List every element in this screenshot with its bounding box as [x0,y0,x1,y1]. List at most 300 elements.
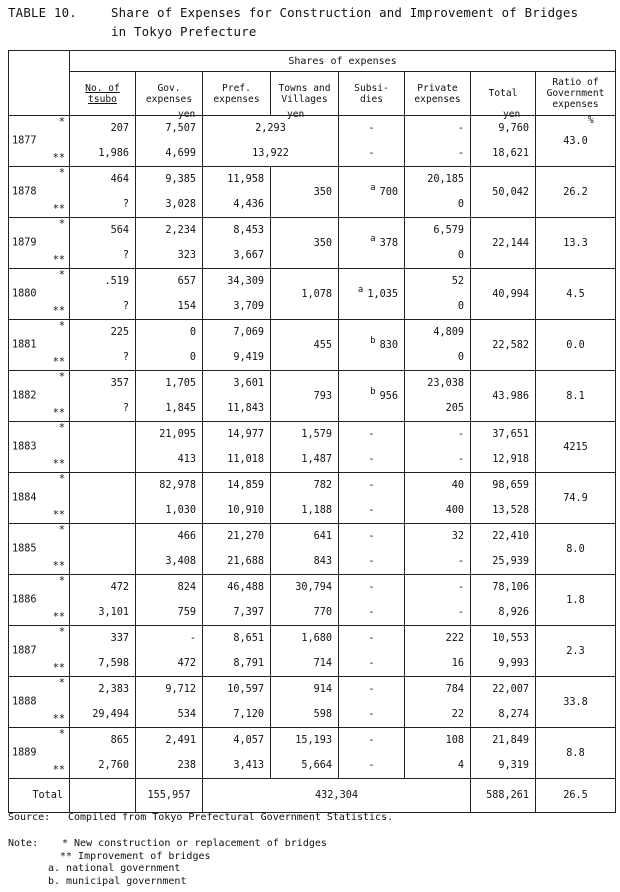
pref-cell-value: 7,120 [233,709,264,720]
pref-cell [203,371,271,422]
tsubo-header: No. of tsubo [70,72,136,116]
ratio-value: 43.0 [563,135,588,147]
unit-label: yen [178,109,196,120]
private-cell-value: 6,579 [433,225,464,236]
marker-improve: ** [52,408,65,419]
private-cell-value: - [457,148,464,159]
gov-cell-value: 323 [177,250,196,261]
ratio-cell [536,167,616,218]
private-cell-value: 16 [451,658,464,669]
total-cell-value: 10,553 [492,633,529,644]
total-header: Total [471,72,536,116]
total-cell-value: 18,621 [492,148,529,159]
gov-cell-value: 472 [177,658,196,669]
gov-cell-value: 534 [177,709,196,720]
private-cell [405,677,471,728]
towns-cell-value: 1,579 [301,429,332,440]
pref-cell-value: 8,651 [233,633,264,644]
year-cell [9,320,70,371]
marker-new: * [58,729,65,740]
total-cell: 50,042 [471,167,536,218]
total-cell: 43.986 [471,371,536,422]
total-cell [471,524,536,575]
ratio-value: 1.8 [566,594,585,606]
towns-cell-value: 1,680 [301,633,332,644]
towns-cell-value: 843 [313,556,332,567]
private-cell [405,422,471,473]
pref-cell-value: 11,018 [227,454,264,465]
pref-cell-value: 4,436 [233,199,264,210]
pref-cell [203,269,271,320]
tsubo-cell [70,116,136,167]
tsubo-cell-value: 207 [110,123,129,134]
pref-towns-cell-value: 2,293 [255,123,286,134]
ratio-cell [536,320,616,371]
private-cell-value: 784 [445,684,464,695]
table-row [9,677,616,728]
subsidies-cell-value: - [368,735,375,746]
total-cell-value: 13,528 [492,505,529,516]
year-cell [9,473,70,524]
subsidies-cell [339,626,405,677]
year-cell [9,422,70,473]
marker-new: * [58,321,65,332]
subsidy-source-mark: b [370,335,376,346]
table-row [9,422,616,473]
marker-new: * [58,372,65,383]
unit-label: yen [503,109,521,120]
private-cell-value: 222 [445,633,464,644]
total-cell-value: 12,918 [492,454,529,465]
private-cell [405,371,471,422]
total-cell-value: 98,659 [492,480,529,491]
year-cell [9,167,70,218]
tsubo-cell-value: ? [122,250,129,261]
marker-new: * [58,270,65,281]
gov-cell-value: 3,028 [165,199,196,210]
table-row [9,473,616,524]
ratio-value: 8.8 [566,747,585,759]
year-label: 1884 [12,492,37,504]
tsubo-cell-value: 2,760 [98,760,129,771]
pref-cell [203,422,271,473]
gov-cell-value: 2,234 [165,225,196,236]
tsubo-cell [70,422,136,473]
private-header: Private expenses [405,72,471,116]
year-cell [9,524,70,575]
gov-cell-value: 3,408 [165,556,196,567]
year-cell [9,269,70,320]
towns-cell-value: 15,193 [295,735,332,746]
towns-cell [271,677,339,728]
pref-cell-value: 9,419 [233,352,264,363]
towns-cell-value: 598 [313,709,332,720]
marker-improve: ** [52,255,65,266]
tsubo-cell-value: ? [122,301,129,312]
note-label: Note: [8,838,39,849]
table-row [9,371,616,422]
tsubo-cell [70,269,136,320]
empty-cell [70,779,136,813]
tsubo-cell-value: 464 [110,174,129,185]
pref-cell-value: 3,667 [233,250,264,261]
year-label: 1882 [12,390,37,402]
table-row [9,320,616,371]
total-cell [471,728,536,779]
private-cell-value: 20,185 [427,174,464,185]
ratio-cell [536,524,616,575]
ratio-cell [536,677,616,728]
subsidies-cell-value: - [368,709,375,720]
ratio-value: 0.0 [566,339,585,351]
tsubo-cell-value: 337 [110,633,129,644]
pref-cell-value: 21,688 [227,556,264,567]
year-header [9,51,70,116]
marker-improve: ** [52,561,65,572]
private-cell [405,473,471,524]
towns-cell-value: 782 [313,480,332,491]
marker-new: * [58,576,65,587]
unit-label: % [588,114,594,126]
pref-cell [203,524,271,575]
notes [8,838,618,888]
gov-cell-value: 1,845 [165,403,196,414]
gov-cell [136,320,203,371]
gov-cell-value: 238 [177,760,196,771]
pref-cell-value: 8,453 [233,225,264,236]
marker-new: * [58,525,65,536]
subsidies-cell [339,218,405,269]
year-cell [9,371,70,422]
note-item: b. municipal government [48,875,187,887]
table-row [9,167,616,218]
total-cell-value: 78,106 [492,582,529,593]
year-label: 1889 [12,747,37,759]
ratio-cell [536,728,616,779]
total-cell [471,109,536,167]
title-line-1: Share of Expenses for Construction and Improvement of Bridges [111,5,579,20]
tsubo-cell [70,728,136,779]
ratio-value: 8.0 [566,543,585,555]
towns-cell: 793 [271,371,339,422]
year-label: 1888 [12,696,37,708]
table-title [8,3,618,41]
year-cell [9,626,70,677]
private-cell-value: 4 [457,760,464,771]
gov-cell-value: 4,699 [165,148,196,159]
towns-cell-value: 1,487 [301,454,332,465]
year-label: 1880 [12,288,37,300]
gov-cell-value: 657 [177,276,196,287]
pref-cell [203,473,271,524]
private-cell-value: - [457,429,464,440]
subsidies-cell-value: - [368,582,375,593]
subsidy-source-mark: a [357,284,364,295]
towns-cell [271,473,339,524]
total-cell [471,575,536,626]
pref-cell [203,677,271,728]
total-gov: 155,957 [136,779,203,813]
pref-cell-value: 21,270 [227,531,264,542]
total-cell-value: 9,760 [498,123,529,134]
tsubo-cell-value: ? [122,352,129,363]
table-row [9,218,616,269]
private-cell-value: 40 [451,480,464,491]
private-cell [405,626,471,677]
towns-cell-value: 914 [313,684,332,695]
marker-new: * [58,423,65,434]
tsubo-cell-value: 2,383 [98,684,129,695]
pref-cell-value: 3,413 [233,760,264,771]
unit-label: yen [287,109,305,120]
pref-cell [203,728,271,779]
gov-cell-value: - [189,633,196,644]
pref-cell-value: 3,709 [233,301,264,312]
private-cell-value: - [457,123,464,134]
table-row [9,269,616,320]
towns-cell-value: 30,794 [295,582,332,593]
gov-cell [136,575,203,626]
table-row [9,626,616,677]
towns-cell-value: 1,188 [301,505,332,516]
towns-cell: 350 [271,167,339,218]
private-cell [405,728,471,779]
pref-cell [203,575,271,626]
pref-cell-value: 7,397 [233,607,264,618]
marker-new: * [58,168,65,179]
subsidy-source-mark: a [370,182,376,193]
ratio-value: 74.9 [563,492,588,504]
towns-cell-value: 5,664 [301,760,332,771]
private-cell-value: 0 [457,199,464,210]
year-label: 1879 [12,237,37,249]
total-cell [471,473,536,524]
source-note [8,812,618,825]
subsidies-cell-value: - [368,607,375,618]
note-item: ** Improvement of bridges [60,850,211,862]
gov-cell-value: 82,978 [159,480,196,491]
total-cell-value: 22,410 [492,531,529,542]
tsubo-cell [70,218,136,269]
table-row [9,728,616,779]
private-cell-value: 205 [445,403,464,414]
private-cell-value: 108 [445,735,464,746]
total-cell-value: 8,926 [498,607,529,618]
year-label: 1886 [12,594,37,606]
tsubo-cell-value: 564 [110,225,129,236]
gov-cell [136,218,203,269]
ratio-cell [536,422,616,473]
gov-cell-value: 413 [177,454,196,465]
private-cell-value: 0 [457,301,464,312]
subsidies-cell-value: - [368,658,375,669]
tsubo-cell-value: ? [122,403,129,414]
subsidy-source-mark: b [370,386,376,397]
subsidies-cell [339,269,405,320]
subsidies-cell [339,422,405,473]
year-label: 1881 [12,339,37,351]
pref-cell-value: 10,910 [227,505,264,516]
source-text: Compiled from Tokyo Prefectural Government Statistics. [68,812,394,823]
pref-cell-value: 4,057 [233,735,264,746]
gov-cell [136,167,203,218]
marker-improve: ** [52,357,65,368]
private-cell-value: 22 [451,709,464,720]
ratio-value: 33.8 [563,696,588,708]
total-others: 432,304 [203,779,471,813]
tsubo-cell [70,473,136,524]
tsubo-cell-value: 7,598 [98,658,129,669]
gov-cell-value: 21,095 [159,429,196,440]
subsidies-cell-value: - [368,531,375,542]
private-cell [405,575,471,626]
tsubo-cell [70,371,136,422]
subsidies-cell-value: - [368,760,375,771]
marker-improve: ** [52,765,65,776]
gov-cell-value: 1,030 [165,505,196,516]
marker-improve: ** [52,306,65,317]
pref-cell-value: 46,488 [227,582,264,593]
tsubo-cell [70,320,136,371]
gov-cell-value: 9,385 [165,174,196,185]
subsidies-cell-value: - [368,480,375,491]
private-cell-value: 400 [445,505,464,516]
gov-cell-value: 9,712 [165,684,196,695]
gov-cell [136,422,203,473]
private-cell-value: 0 [457,352,464,363]
ratio-header: Ratio of Government expenses [536,72,616,116]
year-label: 1885 [12,543,37,555]
gov-cell-value: 0 [189,352,196,363]
private-cell [405,269,471,320]
private-cell-value: - [457,582,464,593]
subsidies-cell [339,677,405,728]
gov-cell-value: 7,507 [165,123,196,134]
pref-cell-value: 8,791 [233,658,264,669]
note-item: * New construction or replacement of bridges [62,838,327,849]
subsidies-value: 956 [379,390,398,402]
ratio-cell [536,269,616,320]
ratio-cell [536,473,616,524]
private-cell-value: 32 [451,531,464,542]
subsidies-cell [339,320,405,371]
towns-cell-value: 714 [313,658,332,669]
tsubo-cell-value: 1,986 [98,148,129,159]
towns-cell-value: 770 [313,607,332,618]
pref-header: Pref. expenses [203,72,271,116]
towns-cell: 455 [271,320,339,371]
private-cell [405,320,471,371]
subsidies-cell [339,116,405,167]
towns-cell: 350 [271,218,339,269]
marker-improve: ** [52,714,65,725]
subsidies-header: Subsi- dies [339,72,405,116]
subsidies-cell-value: - [368,505,375,516]
subsidies-cell-value: - [368,684,375,695]
private-cell-value: - [457,607,464,618]
towns-header: Towns and Villages [271,72,339,116]
ratio-value: 26.2 [563,186,588,198]
tsubo-cell [70,575,136,626]
gov-cell-value: 466 [177,531,196,542]
tsubo-cell [70,677,136,728]
gov-cell-value: 2,491 [165,735,196,746]
towns-cell [271,575,339,626]
pref-towns-cell [203,109,339,167]
marker-new: * [58,474,65,485]
total-cell-value: 25,939 [492,556,529,567]
total-total: 588,261 [471,779,536,813]
total-cell-value: 9,319 [498,760,529,771]
ratio-cell [536,626,616,677]
note-item: a. national government [48,863,181,874]
year-label: 1883 [12,441,37,453]
marker-new: * [58,117,65,128]
subsidies-cell [339,473,405,524]
tsubo-cell-value: 29,494 [92,709,129,720]
private-cell-value: 4,809 [433,327,464,338]
ratio-value: 4215 [563,441,588,453]
total-cell: 40,994 [471,269,536,320]
tsubo-cell-value: 472 [110,582,129,593]
pref-cell-value: 14,977 [227,429,264,440]
gov-cell [136,109,203,167]
total-cell [471,626,536,677]
marker-improve: ** [52,510,65,521]
subsidies-cell [339,575,405,626]
subsidies-cell-value: - [368,148,375,159]
title-line-2: in Tokyo Prefecture [111,24,257,39]
ratio-value: 2.3 [566,645,585,657]
pref-cell [203,626,271,677]
table-row [9,524,616,575]
subsidies-cell [339,728,405,779]
subsidies-cell [339,371,405,422]
gov-cell-value: 824 [177,582,196,593]
tsubo-cell [70,167,136,218]
gov-header: Gov. expenses [136,72,203,116]
expenses-table [8,50,616,813]
private-cell-value: - [457,454,464,465]
subsidies-cell [339,524,405,575]
towns-cell [271,626,339,677]
subsidy-source-mark: a [370,233,376,244]
subsidies-cell-value: - [368,429,375,440]
pref-cell-value: 3,601 [233,378,264,389]
pref-towns-cell-value: 13,922 [252,148,289,159]
tsubo-cell-value: .519 [104,276,129,287]
year-cell [9,677,70,728]
subsidies-cell-value: - [368,454,375,465]
private-cell [405,116,471,167]
gov-cell-value: 0 [189,327,196,338]
marker-improve: ** [52,153,65,164]
gov-cell [136,371,203,422]
marker-new: * [58,678,65,689]
ratio-cell [536,575,616,626]
tsubo-cell-value: 225 [110,327,129,338]
shares-header: Shares of expenses [70,51,616,72]
marker-new: * [58,627,65,638]
pref-cell-value: 14,859 [227,480,264,491]
total-label: Total [9,779,70,813]
marker-improve: ** [52,663,65,674]
subsidies-value: 830 [379,339,398,351]
subsidies-cell-value: - [368,556,375,567]
pref-cell-value: 11,843 [227,403,264,414]
total-cell: 22,144 [471,218,536,269]
subsidies-value: 1,035 [367,288,398,300]
